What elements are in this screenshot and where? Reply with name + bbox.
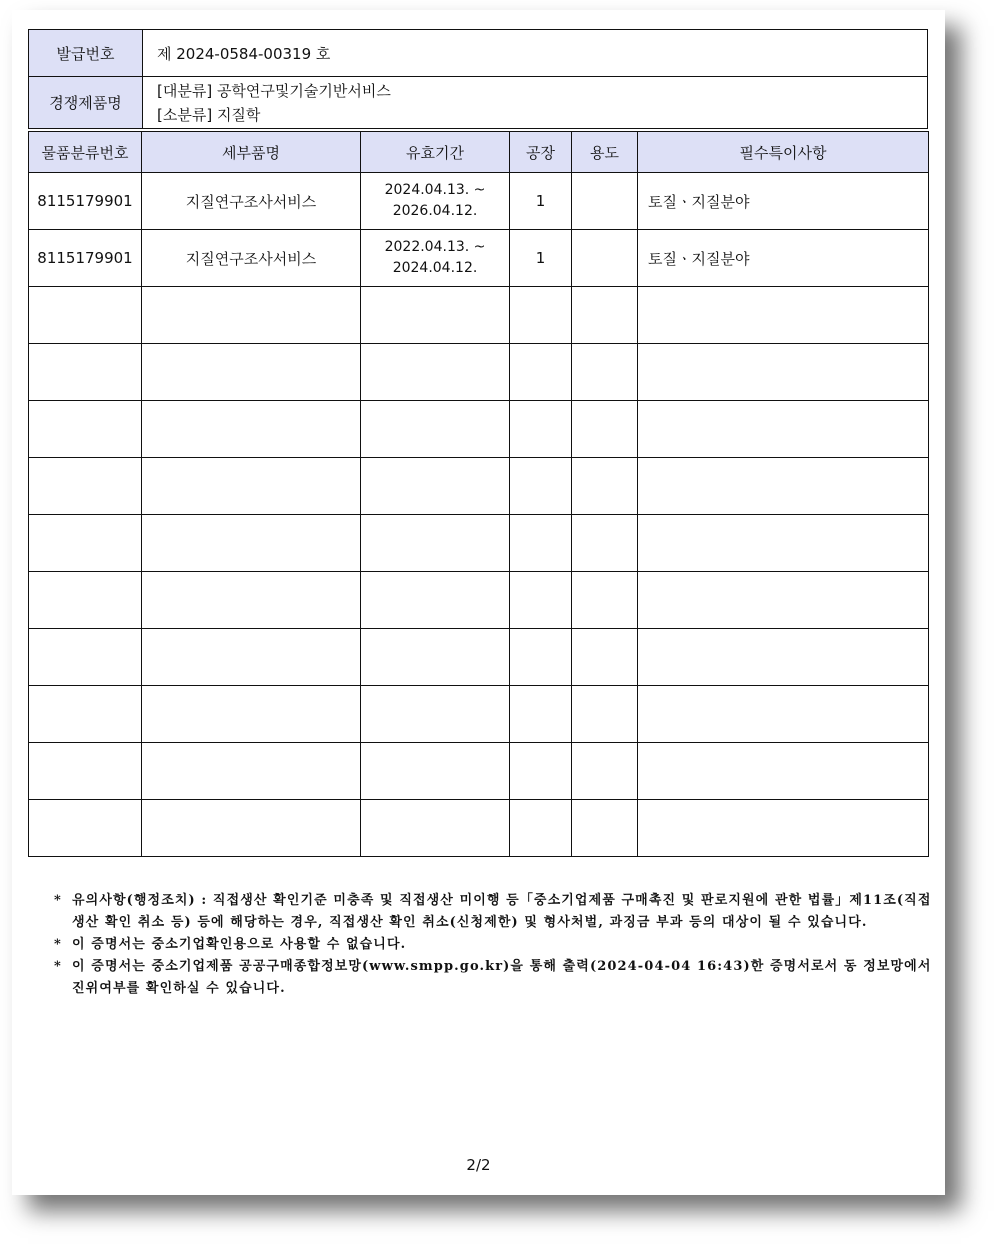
empty-cell	[510, 572, 572, 629]
empty-cell	[29, 629, 142, 686]
empty-cell	[361, 515, 510, 572]
empty-cell	[572, 572, 638, 629]
empty-cell	[361, 686, 510, 743]
empty-cell	[142, 743, 361, 800]
validity-end: 2024.04.12.	[392, 260, 478, 276]
validity-start: 2024.04.13. ~	[384, 182, 486, 198]
validity-period-cell	[361, 173, 510, 230]
empty-cell	[572, 401, 638, 458]
product-code-cell: 8115179901	[29, 173, 142, 230]
factory-cell: 1	[510, 173, 572, 230]
issue-number-label: 발급번호	[29, 30, 143, 77]
item-name-label: 경쟁제품명	[29, 77, 143, 129]
item-major-category: [대분류] 공학연구및기술기반서비스	[157, 81, 391, 100]
special-note-cell: 토질ㆍ지질분야	[638, 173, 929, 230]
product-name-cell: 지질연구조사서비스	[142, 230, 361, 287]
empty-cell	[510, 458, 572, 515]
notes-section	[54, 890, 934, 1000]
empty-cell	[572, 344, 638, 401]
empty-cell	[510, 401, 572, 458]
note-bullet: *	[54, 959, 62, 974]
empty-cell	[29, 515, 142, 572]
product-name-cell: 지질연구조사서비스	[142, 173, 361, 230]
factory-cell: 1	[510, 230, 572, 287]
empty-cell	[638, 401, 929, 458]
empty-cell	[142, 629, 361, 686]
page-number: 2/2	[466, 1156, 491, 1174]
empty-cell	[510, 686, 572, 743]
use-cell	[572, 230, 638, 287]
product-table	[28, 131, 929, 857]
empty-cell	[29, 572, 142, 629]
empty-cell	[361, 401, 510, 458]
table-row	[29, 173, 929, 230]
empty-cell	[572, 287, 638, 344]
column-header: 용도	[572, 132, 638, 173]
note-text: 이 증명서는 중소기업제품 공공구매종합정보망(www.smpp.go.kr)을 통해 출력(2024-04-04 16:43)한 증명서로서 동 정보망에서 진위여부를 확인하실 수 있습니다.	[72, 959, 932, 996]
empty-cell	[638, 287, 929, 344]
empty-cell	[638, 629, 929, 686]
empty-cell	[29, 800, 142, 857]
empty-table-row	[29, 743, 929, 800]
empty-cell	[638, 458, 929, 515]
empty-table-row	[29, 686, 929, 743]
empty-cell	[142, 572, 361, 629]
empty-cell	[142, 344, 361, 401]
empty-cell	[29, 401, 142, 458]
column-header: 세부품명	[142, 132, 361, 173]
empty-table-row	[29, 287, 929, 344]
empty-cell	[572, 515, 638, 572]
column-header: 물품분류번호	[29, 132, 142, 173]
column-header: 유효기간	[361, 132, 510, 173]
validity-end: 2026.04.12.	[392, 203, 478, 219]
empty-cell	[510, 743, 572, 800]
note-text: 유의사항(행정조치) : 직접생산 확인기준 미충족 및 직접생산 미이행 등「중소기업제품 구매촉진 및 판로지원에 관한 법률」제11조(직접생산 확인 취소 등) 등에 해당하는 경우, 직접생산 확인 취소(신청제한) 및 형사처벌, 과징금 부과 등의 대상이 될 수 있습니다.	[72, 893, 932, 930]
empty-cell	[510, 515, 572, 572]
empty-cell	[29, 344, 142, 401]
use-cell	[572, 173, 638, 230]
empty-table-row	[29, 572, 929, 629]
validity-period-cell	[361, 230, 510, 287]
empty-cell	[361, 743, 510, 800]
empty-cell	[510, 800, 572, 857]
empty-cell	[29, 686, 142, 743]
empty-table-row	[29, 344, 929, 401]
product-code-cell: 8115179901	[29, 230, 142, 287]
empty-cell	[29, 458, 142, 515]
empty-cell	[142, 515, 361, 572]
special-note-cell: 토질ㆍ지질분야	[638, 230, 929, 287]
table-row	[29, 230, 929, 287]
empty-cell	[142, 800, 361, 857]
note-bullet: *	[54, 937, 62, 952]
document-page	[12, 10, 945, 1195]
empty-cell	[638, 572, 929, 629]
empty-cell	[572, 800, 638, 857]
certificate-header-table	[28, 29, 928, 129]
note-item	[54, 956, 934, 1000]
empty-cell	[142, 401, 361, 458]
empty-cell	[510, 344, 572, 401]
empty-cell	[361, 344, 510, 401]
note-item	[54, 890, 934, 934]
empty-cell	[510, 629, 572, 686]
empty-cell	[572, 686, 638, 743]
validity-start: 2022.04.13. ~	[384, 239, 486, 255]
empty-cell	[572, 629, 638, 686]
empty-cell	[361, 458, 510, 515]
empty-cell	[638, 515, 929, 572]
empty-cell	[142, 686, 361, 743]
item-name-value	[143, 77, 928, 129]
column-header: 공장	[510, 132, 572, 173]
column-header: 필수특이사항	[638, 132, 929, 173]
empty-cell	[638, 743, 929, 800]
note-bullet: *	[54, 893, 62, 908]
empty-cell	[572, 743, 638, 800]
empty-cell	[638, 800, 929, 857]
empty-cell	[142, 458, 361, 515]
table-header-row	[29, 132, 929, 173]
empty-table-row	[29, 629, 929, 686]
empty-cell	[29, 287, 142, 344]
empty-table-row	[29, 458, 929, 515]
empty-cell	[361, 629, 510, 686]
note-item	[54, 934, 934, 956]
note-text: 이 증명서는 중소기업확인용으로 사용할 수 없습니다.	[72, 937, 407, 952]
empty-cell	[361, 572, 510, 629]
empty-cell	[29, 743, 142, 800]
empty-cell	[361, 800, 510, 857]
empty-cell	[638, 686, 929, 743]
empty-table-row	[29, 800, 929, 857]
issue-number-value: 제 2024-0584-00319 호	[143, 30, 928, 77]
item-minor-category: [소분류] 지질학	[157, 105, 261, 124]
empty-cell	[510, 287, 572, 344]
empty-cell	[572, 458, 638, 515]
empty-table-row	[29, 401, 929, 458]
empty-cell	[638, 344, 929, 401]
empty-cell	[361, 287, 510, 344]
empty-table-row	[29, 515, 929, 572]
empty-cell	[142, 287, 361, 344]
